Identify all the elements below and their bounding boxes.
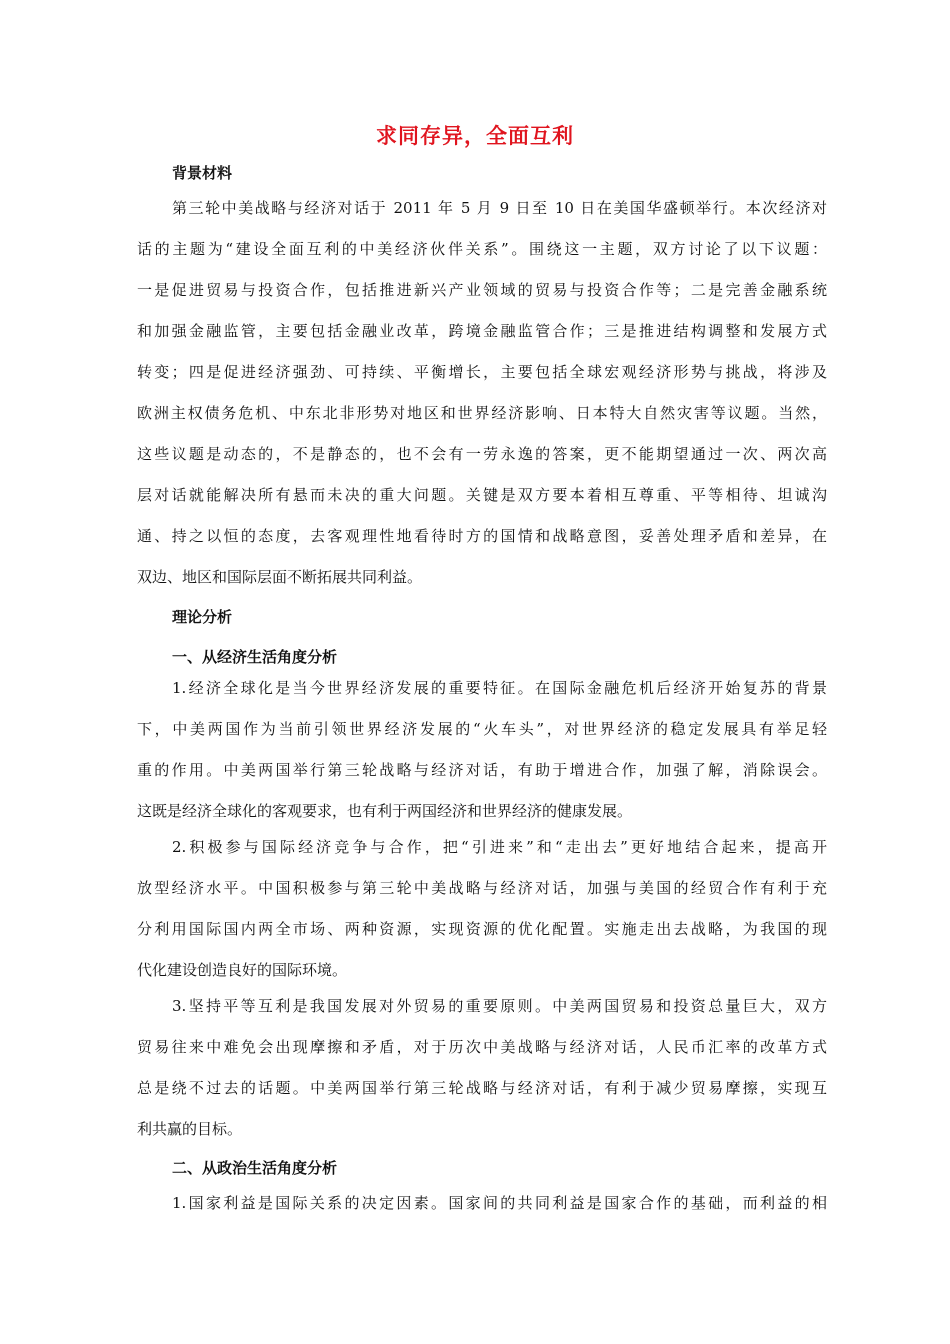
paragraph-political-1: [137, 1183, 827, 1224]
paragraph-line: 利共赢的目标。: [137, 1120, 243, 1138]
paragraph-line: 话的主题为“建设全面互利的中美经济伙伴关系”。围绕这一主题，双方讨论了以下议题：: [137, 240, 827, 258]
paragraph-line: 代化建设创造良好的国际环境。: [137, 961, 348, 979]
paragraph-economic-1: [137, 668, 827, 832]
paragraph-line: 和加强金融监管，主要包括金融业改革，跨境金融监管合作；三是推进结构调整和发展方式: [137, 322, 827, 340]
paragraph-line: 第三轮中美战略与经济对话于 2011 年 5 月 9 日至 10 日在美国华盛顿举行。本次经济对: [172, 199, 827, 217]
paragraph-line: 通、持之以恒的态度，去客观理性地看待时方的国情和战略意图，妥善处理矛盾和差异，在: [137, 527, 827, 545]
paragraph-line: 分利用国际国内两全市场、两种资源，实现资源的优化配置。实施走出去战略，为我国的现: [137, 920, 827, 938]
paragraph-line: 2.积极参与国际经济竞争与合作，把“引进来”和“走出去”更好地结合起来，提高开: [172, 838, 827, 856]
section-heading-theory: 理论分析: [172, 608, 233, 626]
paragraph-line: 下，中美两国作为当前引领世界经济发展的“火车头”，对世界经济的稳定发展具有举足轻: [137, 720, 827, 738]
paragraph-line: 3.坚持平等互利是我国发展对外贸易的重要原则。中美两国贸易和投资总量巨大，双方: [172, 997, 827, 1015]
paragraph-line: 这既是经济全球化的客观要求，也有利于两国经济和世界经济的健康发展。: [137, 802, 633, 820]
paragraph-line: 双边、地区和国际层面不断拓展共同利益。: [137, 568, 423, 586]
paragraph-economic-2: [137, 827, 827, 991]
paragraph-line: 这些议题是动态的，不是静态的，也不会有一劳永逸的答案，更不能期望通过一次、两次高: [137, 445, 827, 463]
section-heading-background: 背景材料: [172, 164, 233, 182]
paragraph-line: 重的作用。中美两国举行第三轮战略与经济对话，有助于增进合作，加强了解，消除误会。: [137, 761, 827, 779]
paragraph-background: [137, 188, 827, 598]
paragraph-line: 贸易往来中难免会出现摩擦和矛盾，对于历次中美战略与经济对话，人民币汇率的改革方式: [137, 1038, 827, 1056]
paragraph-line: 放型经济水平。中国积极参与第三轮中美战略与经济对话，加强与美国的经贸合作有利于充: [137, 879, 827, 897]
section-heading-political: 二、从政治生活角度分析: [172, 1159, 338, 1177]
paragraph-line: 转变；四是促进经济强劲、可持续、平衡增长，主要包括全球宏观经济形势与挑战，将涉及: [137, 363, 827, 381]
document-title: 求同存异，全面互利: [376, 124, 574, 148]
paragraph-line: 层对话就能解决所有悬而未决的重大问题。关键是双方要本着相互尊重、平等相待、坦诚沟: [137, 486, 827, 504]
paragraph-line: 1.经济全球化是当今世界经济发展的重要特征。在国际金融危机后经济开始复苏的背景: [172, 679, 827, 697]
paragraph-line: 总是绕不过去的话题。中美两国举行第三轮战略与经济对话，有利于减少贸易摩擦，实现互: [137, 1079, 827, 1097]
section-heading-economic: 一、从经济生活角度分析: [172, 648, 338, 666]
paragraph-economic-3: [137, 986, 827, 1150]
paragraph-line: 1.国家利益是国际关系的决定因素。国家间的共同利益是国家合作的基础，而利益的相: [172, 1194, 827, 1212]
paragraph-line: 一是促进贸易与投资合作，包括推进新兴产业领域的贸易与投资合作等；二是完善金融系统: [137, 281, 827, 299]
paragraph-line: 欧洲主权债务危机、中东北非形势对地区和世界经济影响、日本特大自然灾害等议题。当然，: [137, 404, 827, 422]
